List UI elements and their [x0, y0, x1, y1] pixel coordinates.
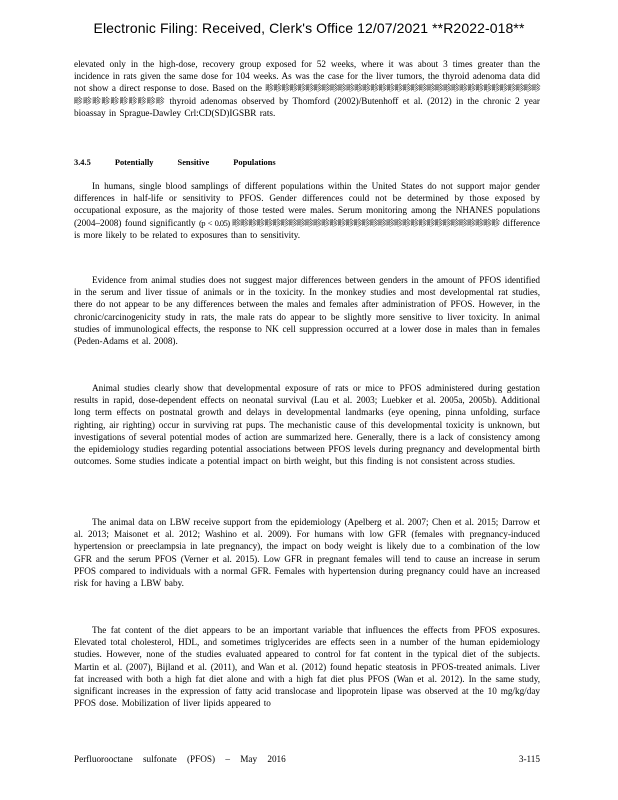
paragraph-text: Animal studies clearly show that developmental exposure of rats or mice to PFOS administered during gestation results in rapid, dose-dependent effects on neonatal survival (Lau et al. 2003; Luebker et al. 2005a, 2005b). Additional long term effects on postnatal growth and delays in developmental landmarks (eye opening, pinna unfolding, surface righting, air righting) occur in surviving rat pups. The mechanistic cause of this developmental toxicity is unknown, but investigations of several potential modes of action are summarized here. Generally, there is a lack of consistency among the epidemiology studies regarding potential associations between PFOS levels during pregnancy and developmental birth outcomes. Some studies indicate a potential impact on birth weight, but this finding is not consistent across studies. [74, 383, 540, 467]
paragraph-4 [74, 516, 540, 589]
footer-document-title: Perfluorooctane sulfonate (PFOS) – May 2016 [74, 754, 286, 764]
paragraph-1 [74, 180, 540, 241]
filing-stamp: Electronic Filing: Received, Clerk's Office 12/07/2021 **R2022-018** [93, 20, 525, 36]
garbled-text: 畛畛畛畛畛畛畛畛畛畛畛畛畛畛畛畛畛畛畛畛畛畛畛畛畛畛畛畛畛畛畛畛畛畛畛畛畛畛畛畛畛畛畛畛 [74, 83, 541, 106]
page-number: 3-115 [518, 754, 540, 764]
garbled-text: (p < 0.05) 畛畛畛畛畛畛畛畛畛畛畛畛畛畛畛畛畛畛畛畛畛畛畛畛畛畛畛畛畛畛畛畛畛 [199, 217, 500, 228]
continuation-text-end: thyroid adenomas observed by Thomford (2002)/Butenhoff et al. (2012) in the chronic 2 year bioassay in Sprague-Dawley Crl:CD(SD)IGSBR rats. [74, 95, 540, 118]
paragraph-text: The animal data on LBW receive support from the epidemiology (Apelberg et al. 2007; Chen et al. 2015; Darrow et al. 2013; Maisonet et al. 2012; Washino et al. 2009). For humans with low GFR (females with pregnancy-induced hypertension or preeclampsia in late pregnancy), the impact on body weight is likely due to a combination of the low GFR and the serum PFOS (Verner et al. 2015). Low GFR in pregnant females will tend to cause an increase in serum PFOS compared to individuals with a normal GFR. Females with hypertension during pregnancy could have an increased risk for having a LBW baby. [74, 517, 540, 589]
paragraph-text: Evidence from animal studies does not suggest major differences between genders in the amount of PFOS identified in the serum and liver tissue of animals or in the toxicity. In the monkey studies and most developmental rat studies, there do not appear to be any differences between the males and females after administration of PFOS. However, in the chronic/carcinogenicity study in rats, the male rats do appear to be slightly more sensitive to liver toxicity. In animal studies of immunological effects, the response to NK cell suppression occurred at a lower dose in males than in females (Peden-Adams et al. 2008). [74, 275, 540, 347]
paragraph-5 [74, 624, 540, 709]
paragraph-text-end: difference is more likely to be related to exposures than to sensitivity. [74, 217, 540, 240]
continuation-text: elevated only in the high-dose, recovery group exposed for 52 weeks, where it was about 3 times greater than the incidence in rats given the same dose for 104 weeks. As was the case for the liver tumors, the thyroid adenoma data did not show a direct response to dose. Based on the [74, 59, 540, 94]
paragraph-3 [74, 382, 540, 467]
paragraph-2 [74, 274, 540, 347]
continuation-paragraph [74, 58, 540, 119]
section-heading: 3.4.5 Potentially Sensitive Populations [74, 158, 276, 167]
paragraph-text: The fat content of the diet appears to be an important variable that influences the effects from PFOS exposures. Elevated total cholesterol, HDL, and sometimes triglycerides are effects seen in a number of the human epidemiology studies. However, none of the studies evaluated appeared to control for fat content in the typical diet of the subjects. Martin et al. (2007), Bijland et al. (2011), and Wan et al. (2012) found hepatic steatosis in PFOS-treated animals. Liver fat increased with both a high fat diet alone and with a high fat diet plus PFOS (Wan et al. 2012). In the same study, significant increases in the expression of fatty acid translocase and lipoprotein lipase was observed at the 10 mg/kg/day PFOS dose. Mobilization of liver lipids appeared to [74, 625, 540, 709]
paragraph-text: In humans, single blood samplings of different populations within the United States do not support major gender differences in half-life or sensitivity to PFOS. Gender differences could not be determined by those exposed by occupational exposure, as the majority of those tested were males. Serum monitoring among the NHANES populations (2004–2008) found significantly [74, 181, 540, 228]
